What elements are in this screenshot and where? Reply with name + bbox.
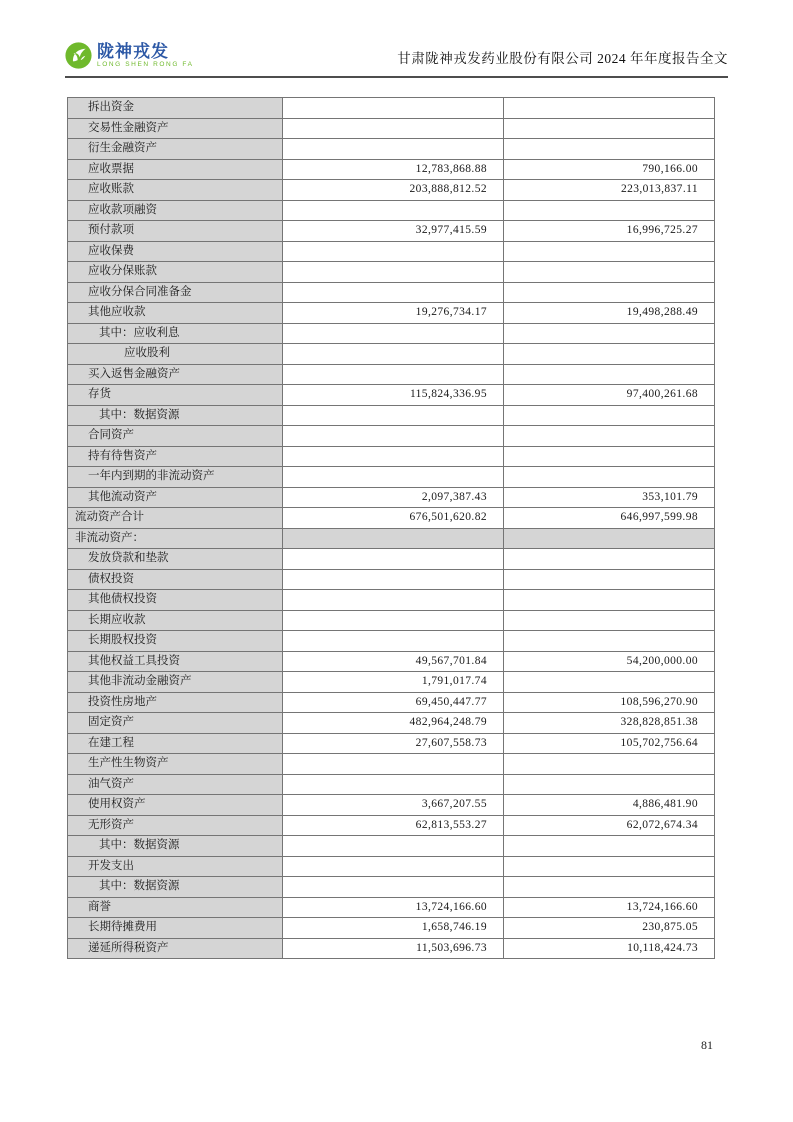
brand-name-cn: 陇神戎发 [97,41,169,61]
row-item-label: 其中：数据资源 [68,836,283,857]
row-value-prior-period [504,241,715,262]
row-value-prior-period [504,754,715,775]
table-row [68,426,715,447]
table-row [68,405,715,426]
row-item-label: 固定资产 [68,713,283,734]
table-row [68,118,715,139]
table-row [68,262,715,283]
row-value-prior-period: 353,101.79 [504,487,715,508]
row-item-label: 流动资产合计 [68,508,283,529]
table-row [68,569,715,590]
table-row [68,467,715,488]
row-value-current-period [283,139,504,160]
table-row [68,323,715,344]
row-item-label: 开发支出 [68,856,283,877]
company-logo [65,42,194,69]
table-row [68,221,715,242]
row-item-label: 合同资产 [68,426,283,447]
row-item-label: 拆出资金 [68,98,283,119]
row-value-prior-period [504,200,715,221]
row-value-prior-period [504,446,715,467]
row-item-label: 应收票据 [68,159,283,180]
row-value-prior-period [504,426,715,447]
table-row [68,508,715,529]
row-item-label: 生产性生物资产 [68,754,283,775]
row-item-label: 一年内到期的非流动资产 [68,467,283,488]
row-item-label: 应收保费 [68,241,283,262]
row-item-label: 预付款项 [68,221,283,242]
row-value-current-period: 12,783,868.88 [283,159,504,180]
row-value-current-period: 1,658,746.19 [283,918,504,939]
row-value-prior-period: 54,200,000.00 [504,651,715,672]
row-value-prior-period [504,610,715,631]
row-value-current-period [283,610,504,631]
table-row [68,159,715,180]
row-value-prior-period: 19,498,288.49 [504,303,715,324]
row-item-label: 使用权资产 [68,795,283,816]
row-item-label: 其他非流动金融资产 [68,672,283,693]
row-value-current-period [283,836,504,857]
row-item-label: 应收分保合同准备金 [68,282,283,303]
table-row [68,282,715,303]
row-item-label: 其他流动资产 [68,487,283,508]
table-row [68,733,715,754]
row-item-label: 长期应收款 [68,610,283,631]
table-row [68,836,715,857]
row-item-label: 长期股权投资 [68,631,283,652]
row-value-prior-period: 16,996,725.27 [504,221,715,242]
row-value-current-period: 115,824,336.95 [283,385,504,406]
row-item-label: 应收股利 [68,344,283,365]
row-value-current-period: 203,888,812.52 [283,180,504,201]
row-item-label: 存货 [68,385,283,406]
row-value-current-period [283,446,504,467]
table-row [68,385,715,406]
row-value-prior-period: 97,400,261.68 [504,385,715,406]
row-value-prior-period [504,364,715,385]
row-value-prior-period [504,282,715,303]
row-item-label: 无形资产 [68,815,283,836]
row-value-current-period: 32,977,415.59 [283,221,504,242]
row-value-current-period: 13,724,166.60 [283,897,504,918]
row-item-label: 衍生金融资产 [68,139,283,160]
table-row [68,487,715,508]
row-item-label: 商誉 [68,897,283,918]
row-item-label: 在建工程 [68,733,283,754]
table-row [68,713,715,734]
table-row [68,241,715,262]
row-item-label: 债权投资 [68,569,283,590]
row-value-prior-period [504,323,715,344]
row-value-prior-period [504,672,715,693]
row-item-label: 其中：数据资源 [68,877,283,898]
row-value-current-period [283,774,504,795]
row-item-label: 其他应收款 [68,303,283,324]
row-value-current-period [283,364,504,385]
row-item-label: 递延所得税资产 [68,938,283,959]
row-item-label: 应收账款 [68,180,283,201]
row-value-current-period [283,98,504,119]
row-value-prior-period: 646,997,599.98 [504,508,715,529]
row-value-current-period [283,467,504,488]
table-row [68,139,715,160]
row-item-label: 其中：应收利息 [68,323,283,344]
table-row [68,180,715,201]
row-value-prior-period: 328,828,851.38 [504,713,715,734]
row-value-current-period [283,569,504,590]
row-value-current-period: 49,567,701.84 [283,651,504,672]
row-item-label: 应收款项融资 [68,200,283,221]
row-value-current-period [283,344,504,365]
balance-sheet-table-body [68,98,715,959]
row-value-current-period [283,426,504,447]
row-value-prior-period [504,262,715,283]
table-row [68,528,715,549]
row-value-current-period [283,856,504,877]
row-value-current-period [283,282,504,303]
row-value-prior-period [504,344,715,365]
row-value-current-period [283,590,504,611]
row-value-prior-period: 10,118,424.73 [504,938,715,959]
table-row [68,651,715,672]
table-row [68,774,715,795]
row-value-current-period: 1,791,017.74 [283,672,504,693]
table-row [68,877,715,898]
row-item-label: 非流动资产： [68,528,283,549]
row-value-prior-period [504,405,715,426]
table-row [68,303,715,324]
row-item-label: 投资性房地产 [68,692,283,713]
row-value-current-period [283,118,504,139]
row-item-label: 买入返售金融资产 [68,364,283,385]
row-value-prior-period: 4,886,481.90 [504,795,715,816]
row-value-current-period [283,549,504,570]
table-row [68,590,715,611]
row-value-prior-period [504,139,715,160]
row-value-prior-period [504,877,715,898]
row-value-prior-period: 223,013,837.11 [504,180,715,201]
row-value-current-period [283,877,504,898]
report-title: 甘肃陇神戎发药业股份有限公司 2024 年年度报告全文 [397,51,728,66]
table-row [68,918,715,939]
row-value-prior-period: 62,072,674.34 [504,815,715,836]
row-value-prior-period: 790,166.00 [504,159,715,180]
row-value-prior-period [504,528,715,549]
table-row [68,610,715,631]
table-row [68,692,715,713]
row-value-current-period: 482,964,248.79 [283,713,504,734]
row-value-current-period: 2,097,387.43 [283,487,504,508]
row-value-current-period [283,631,504,652]
row-value-prior-period [504,569,715,590]
row-value-prior-period: 230,875.05 [504,918,715,939]
row-value-prior-period: 105,702,756.64 [504,733,715,754]
row-item-label: 应收分保账款 [68,262,283,283]
row-value-prior-period [504,467,715,488]
page-header [65,42,728,78]
table-row [68,856,715,877]
row-value-current-period: 19,276,734.17 [283,303,504,324]
row-value-current-period: 69,450,447.77 [283,692,504,713]
row-value-prior-period [504,118,715,139]
balance-sheet-table [67,97,715,959]
row-value-current-period: 62,813,553.27 [283,815,504,836]
row-value-current-period [283,405,504,426]
table-row [68,795,715,816]
table-row [68,549,715,570]
row-value-current-period [283,323,504,344]
row-value-current-period [283,528,504,549]
row-value-current-period [283,754,504,775]
table-row [68,815,715,836]
row-value-prior-period: 13,724,166.60 [504,897,715,918]
logo-text [97,43,194,69]
row-item-label: 其中：数据资源 [68,405,283,426]
row-value-prior-period: 108,596,270.90 [504,692,715,713]
row-item-label: 发放贷款和垫款 [68,549,283,570]
table-row [68,98,715,119]
table-row [68,200,715,221]
table-row [68,344,715,365]
row-item-label: 交易性金融资产 [68,118,283,139]
row-value-prior-period [504,856,715,877]
table-row [68,938,715,959]
table-row [68,754,715,775]
table-row [68,672,715,693]
row-value-current-period: 3,667,207.55 [283,795,504,816]
row-item-label: 持有待售资产 [68,446,283,467]
table-row [68,631,715,652]
table-row [68,446,715,467]
brand-name-en: LONG SHEN RONG FA [97,60,194,68]
row-value-prior-period [504,549,715,570]
row-value-current-period [283,241,504,262]
row-value-current-period [283,262,504,283]
logo-circle-icon [65,42,92,69]
row-item-label: 其他债权投资 [68,590,283,611]
row-item-label: 其他权益工具投资 [68,651,283,672]
row-value-current-period: 11,503,696.73 [283,938,504,959]
table-row [68,897,715,918]
table-row [68,364,715,385]
row-value-current-period: 27,607,558.73 [283,733,504,754]
row-item-label: 长期待摊费用 [68,918,283,939]
row-value-prior-period [504,98,715,119]
row-value-current-period [283,200,504,221]
row-value-prior-period [504,631,715,652]
row-value-prior-period [504,836,715,857]
row-value-current-period: 676,501,620.82 [283,508,504,529]
row-item-label: 油气资产 [68,774,283,795]
row-value-prior-period [504,774,715,795]
page-number: 81 [701,1038,713,1052]
row-value-prior-period [504,590,715,611]
